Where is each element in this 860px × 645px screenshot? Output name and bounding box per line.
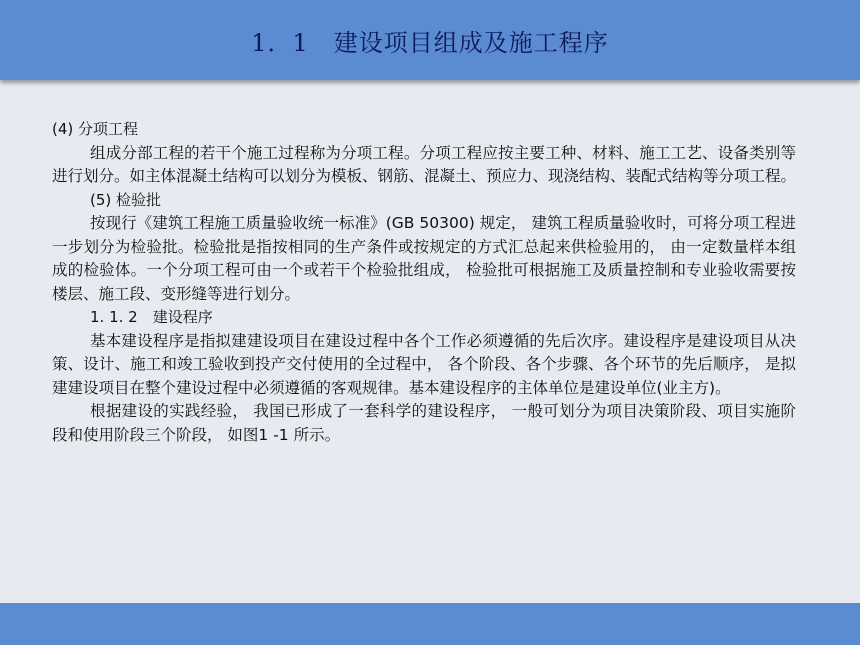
paragraph-construction-procedure: 基本建设程序是指拟建建设项目在建设过程中各个工作必须遵循的先后次序。建设程序是建设项目从决策、设计、施工和竣工验收到投产交付使用的全过程中， 各个阶段、各个步骤、各个环节的先后顺序， 是拟建建设项目在整个建设过程中必须遵循的客观规律。基本建设程序的主体单位是建设单位(业主方)。 [52,331,796,397]
subsection-heading-inspection-lot: (5) 检验批 [90,190,162,209]
subsection-heading-subitem-works: (4) 分项工程 [52,120,139,138]
slide-title: 1．1 建设项目组成及施工程序 [251,29,609,57]
paragraph-subitem-works: 组成分部工程的若干个施工过程称为分项工程。分项工程应按主要工种、材料、施工工艺、设备类别等进行划分。如主体混凝土结构可以划分为模板、钢筋、混凝土、预应力、现浇结构、装配式结构等分项工程。 [52,143,797,185]
paragraph-procedure-stages: 根据建设的实践经验， 我国已形成了一套科学的建设程序， 一般可划分为项目决策阶段、项目实施阶段和使用阶段三个阶段， 如图1 -1 所示。 [52,402,796,444]
slide-body [52,118,796,447]
section-heading-construction-procedure: 1. 1. 2 建设程序 [90,308,213,326]
paragraph-inspection-lot: 按现行《建筑工程施工质量验收统一标准》(GB 50300) 规定， 建筑工程质量验收时，可将分项工程进一步划分为检验批。检验批是指按相同的生产条件或按规定的方式汇总起来供检验用的， 由一定数量样本组成的检验体。一个分项工程可由一个或若干个检验批组成， 检验批可根据施工及质量控制和专业验收需要按楼层、施工段、变形缝等进行划分。 [52,214,796,303]
footer-bar [0,603,860,645]
